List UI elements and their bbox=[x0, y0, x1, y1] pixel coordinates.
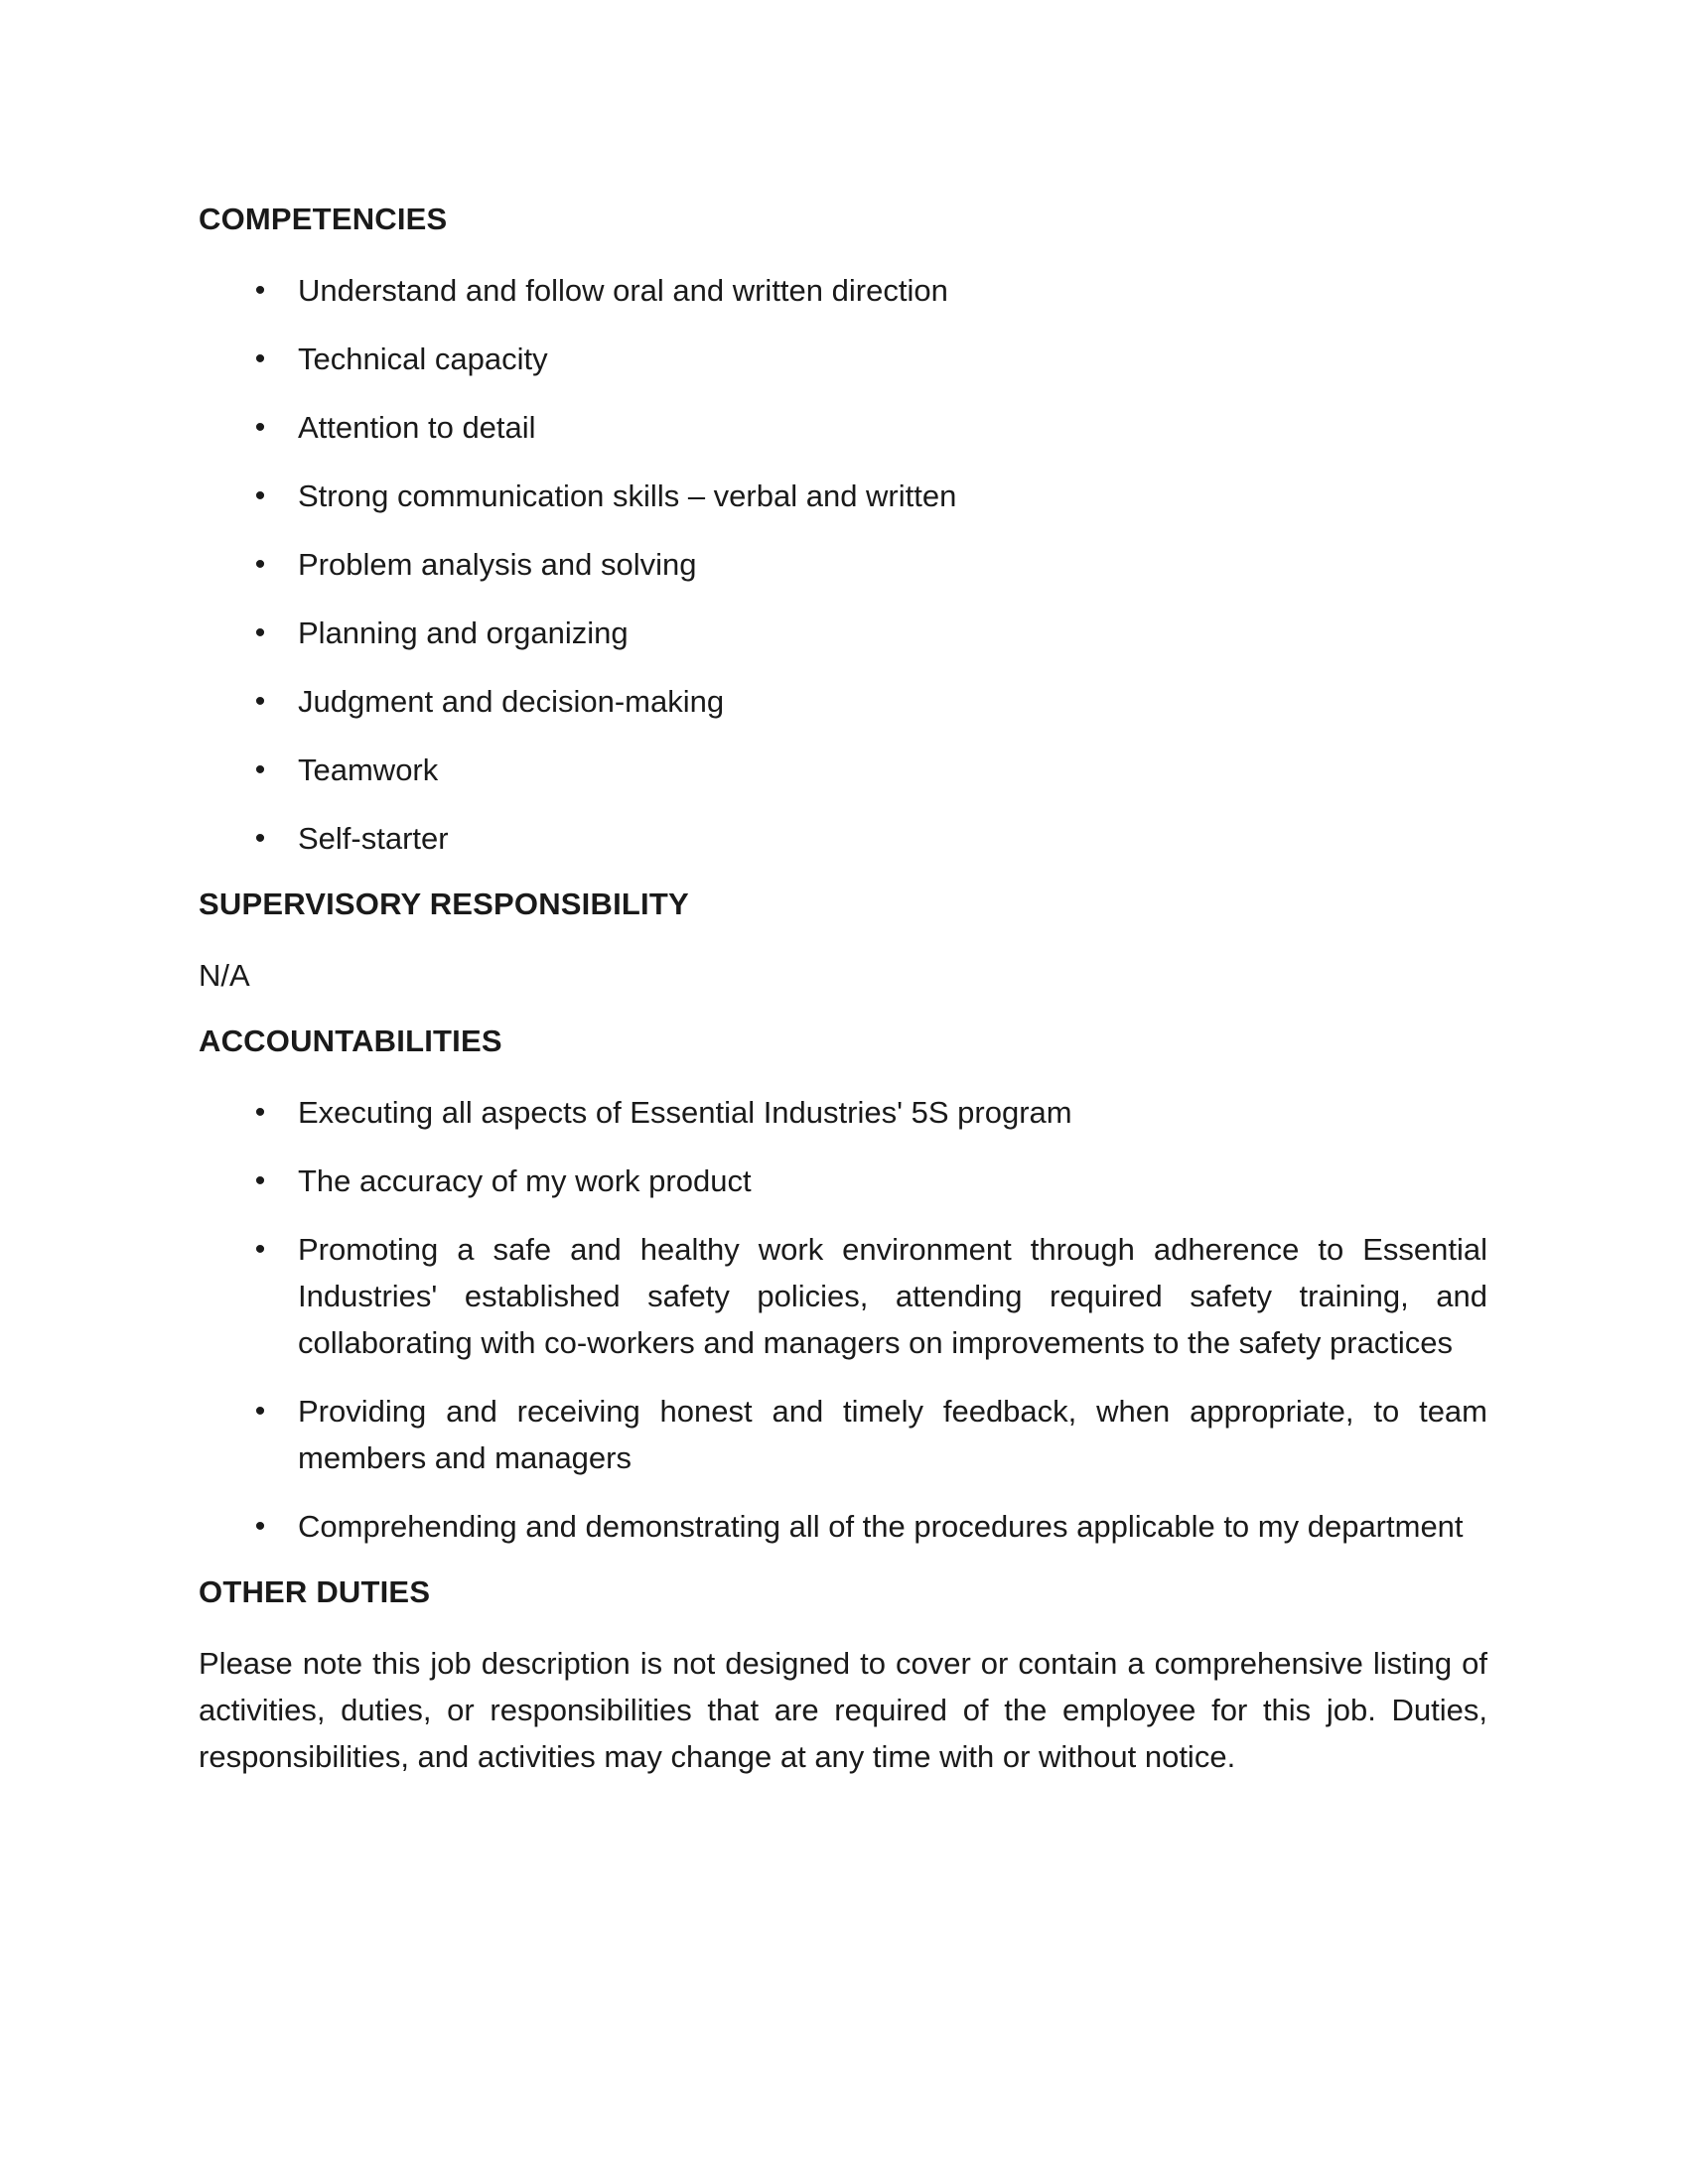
list-item bbox=[199, 747, 1487, 793]
competency-text: Understand and follow oral and written direction bbox=[298, 273, 948, 308]
bullet-icon: • bbox=[254, 1096, 266, 1129]
bullet-icon: • bbox=[254, 1510, 266, 1543]
list-item bbox=[199, 1503, 1487, 1550]
competency-text: Technical capacity bbox=[298, 341, 548, 376]
list-item bbox=[199, 815, 1487, 862]
bullet-icon: • bbox=[254, 822, 266, 855]
competency-text: Strong communication skills – verbal and written bbox=[298, 478, 957, 513]
list-item bbox=[199, 473, 1487, 519]
list-item bbox=[199, 267, 1487, 314]
accountability-text: Providing and receiving honest and timely feedback, when appropriate, to team members and managers bbox=[298, 1394, 1487, 1475]
accountability-text: Comprehending and demonstrating all of the procedures applicable to my department bbox=[298, 1509, 1464, 1544]
competency-text: Problem analysis and solving bbox=[298, 547, 697, 582]
bullet-icon: • bbox=[254, 548, 266, 581]
other-duties-text: Please note this job description is not designed to cover or contain a comprehensive listing of activities, duties, or responsibilities that are required of the employee for this job. Duties, responsibilities, and activities may change at any time with or without notice. bbox=[199, 1646, 1487, 1774]
competency-text: Self-starter bbox=[298, 821, 449, 856]
list-item bbox=[199, 336, 1487, 382]
supervisory-heading: SUPERVISORY RESPONSIBILITY bbox=[199, 887, 689, 921]
competency-text: Attention to detail bbox=[298, 410, 536, 445]
competency-text: Planning and organizing bbox=[298, 615, 629, 650]
bullet-icon: • bbox=[254, 1395, 266, 1428]
bullet-icon: • bbox=[254, 411, 266, 444]
accountability-text: Promoting a safe and healthy work environment through adherence to Essential Industries' established safety policies, attending required safety training, and collaborating with co-workers and managers on improvements to the safety practices bbox=[298, 1232, 1487, 1360]
competencies-list bbox=[199, 267, 1487, 862]
list-item bbox=[199, 404, 1487, 451]
competency-text: Teamwork bbox=[298, 752, 439, 787]
bullet-icon: • bbox=[254, 1164, 266, 1197]
accountability-text: Executing all aspects of Essential Industries' 5S program bbox=[298, 1095, 1072, 1130]
other-duties-heading: OTHER DUTIES bbox=[199, 1574, 431, 1609]
bullet-icon: • bbox=[254, 753, 266, 786]
list-item bbox=[199, 541, 1487, 588]
list-item bbox=[199, 1158, 1487, 1204]
bullet-icon: • bbox=[254, 616, 266, 649]
accountabilities-heading: ACCOUNTABILITIES bbox=[199, 1024, 502, 1058]
list-item bbox=[199, 678, 1487, 725]
list-item bbox=[199, 1226, 1487, 1366]
bullet-icon: • bbox=[254, 685, 266, 718]
bullet-icon: • bbox=[254, 1233, 266, 1266]
bullet-icon: • bbox=[254, 274, 266, 307]
competencies-heading: COMPETENCIES bbox=[199, 202, 448, 236]
document-content bbox=[199, 199, 1487, 1802]
competency-text: Judgment and decision-making bbox=[298, 684, 725, 719]
accountability-text: The accuracy of my work product bbox=[298, 1163, 752, 1198]
list-item bbox=[199, 610, 1487, 656]
list-item bbox=[199, 1388, 1487, 1481]
list-item bbox=[199, 1089, 1487, 1136]
supervisory-text: N/A bbox=[199, 958, 250, 993]
bullet-icon: • bbox=[254, 342, 266, 375]
accountabilities-list bbox=[199, 1089, 1487, 1550]
bullet-icon: • bbox=[254, 479, 266, 512]
